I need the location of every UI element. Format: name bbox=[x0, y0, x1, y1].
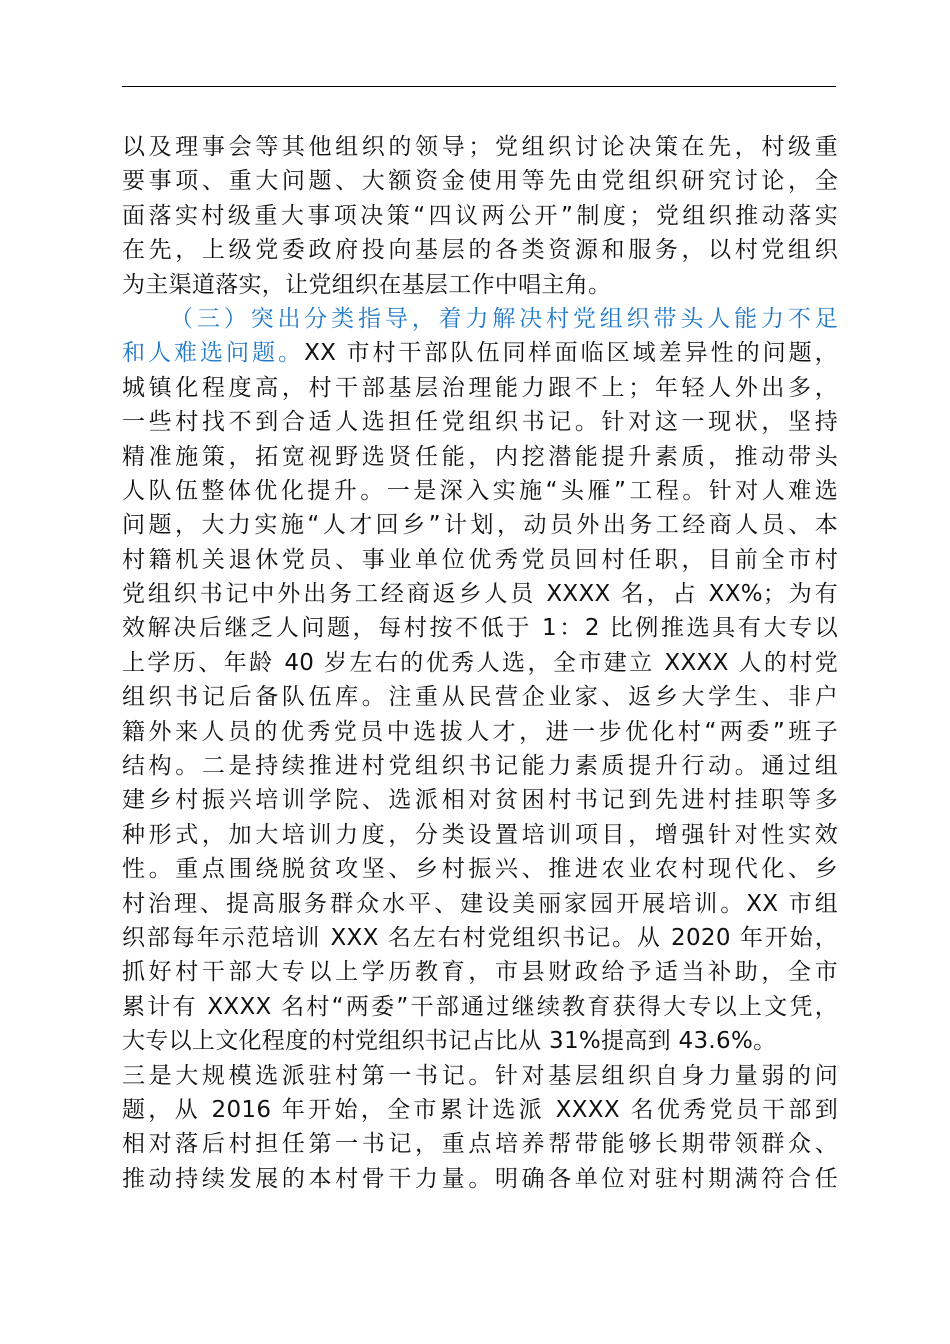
text-line: 织部每年示范培训 XXX 名左右村党组织书记。从 2020 年开始， bbox=[122, 924, 838, 951]
text-line: 村治理、提高服务群众水平、建设美丽家园开展培训。XX 市组 bbox=[122, 890, 838, 917]
mixed-heading-line bbox=[122, 336, 838, 370]
text-line: 种形式，加大培训力度，分类设置培训项目，增强针对性实效 bbox=[122, 821, 838, 848]
text-line: 人队伍整体优化提升。一是深入实施“头雁”工程。针对人难选 bbox=[122, 477, 838, 504]
text-line: 相对落后村担任第一书记，重点培养帮带能够长期带领群众、 bbox=[122, 1131, 838, 1158]
text-line: 效解决后继乏人问题，每村按不低于 1：2 比例推选具有大专以 bbox=[122, 615, 838, 642]
text-line: 以及理事会等其他组织的领导；党组织讨论决策在先，村级重 bbox=[122, 134, 838, 160]
text-segment: XX 市村干部队伍同样面临区域差异性的问题， bbox=[304, 340, 838, 367]
text-line: 题，从 2016 年开始，全市累计选派 XXXX 名优秀党员干部到 bbox=[122, 1096, 838, 1123]
text-line: 性。重点围绕脱贫攻坚、乡村振兴、推进农业农村现代化、乡 bbox=[122, 856, 838, 883]
text-line: 建乡村振兴培训学院、选派相对贫困村书记到先进村挂职等多 bbox=[122, 787, 838, 814]
text-line: 要事项、重大问题、大额资金使用等先由党组织研究讨论，全 bbox=[122, 168, 838, 195]
text-line: 党组织书记中外出务工经商返乡人员 XXXX 名，占 XX%；为有 bbox=[122, 581, 838, 608]
text-line: 村籍机关退休党员、事业单位优秀党员回村任职，目前全市村 bbox=[122, 546, 838, 573]
text-line: 城镇化程度高，村干部基层治理能力跟不上；年轻人外出多， bbox=[122, 374, 838, 401]
text-line: 三是大规模选派驻村第一书记。针对基层组织自身力量弱的问 bbox=[122, 1062, 838, 1089]
text-line: 推动持续发展的本村骨干力量。明确各单位对驻村期满符合任 bbox=[122, 1165, 838, 1192]
header-rule bbox=[122, 86, 836, 87]
text-line: 抓好村干部大专以上学历教育，市县财政给予适当补助，全市 bbox=[122, 959, 838, 986]
section-heading-line: （三）突出分类指导，着力解决村党组织带头人能力不足 bbox=[170, 305, 838, 332]
text-line: 一些村找不到合适人选担任党组织书记。针对这一现状，坚持 bbox=[122, 409, 838, 436]
document-body bbox=[122, 130, 838, 1196]
text-line: 累计有 XXXX 名村“两委”干部通过继续教育获得大专以上文凭， bbox=[122, 993, 838, 1020]
text-line: 问题，大力实施“人才回乡”计划，动员外出务工经商人员、本 bbox=[122, 512, 838, 539]
text-line: 在先，上级党委政府投向基层的各类资源和服务，以村党组织 bbox=[122, 237, 838, 264]
text-line: 面落实村级重大事项决策“四议两公开”制度；党组织推动落实 bbox=[122, 202, 838, 229]
text-line: 大专以上文化程度的村党组织书记占比从 31%提高到 43.6%。 bbox=[122, 1028, 777, 1055]
text-line: 为主渠道落实，让党组织在基层工作中唱主角。 bbox=[122, 271, 612, 298]
text-line: 结构。二是持续推进村党组织书记能力素质提升行动。通过组 bbox=[122, 753, 838, 780]
text-line: 籍外来人员的优秀党员中选拔人才，进一步优化村“两委”班子 bbox=[122, 718, 838, 745]
text-line: 上学历、年龄 40 岁左右的优秀人选，全市建立 XXXX 人的村党 bbox=[122, 649, 838, 676]
section-heading-continuation: 和人难选问题。 bbox=[122, 340, 305, 367]
text-line: 组织书记后备队伍库。注重从民营企业家、返乡大学生、非户 bbox=[122, 684, 838, 711]
text-line: 精准施策，拓宽视野选贤任能，内挖潜能提升素质，推动带头 bbox=[122, 443, 838, 470]
